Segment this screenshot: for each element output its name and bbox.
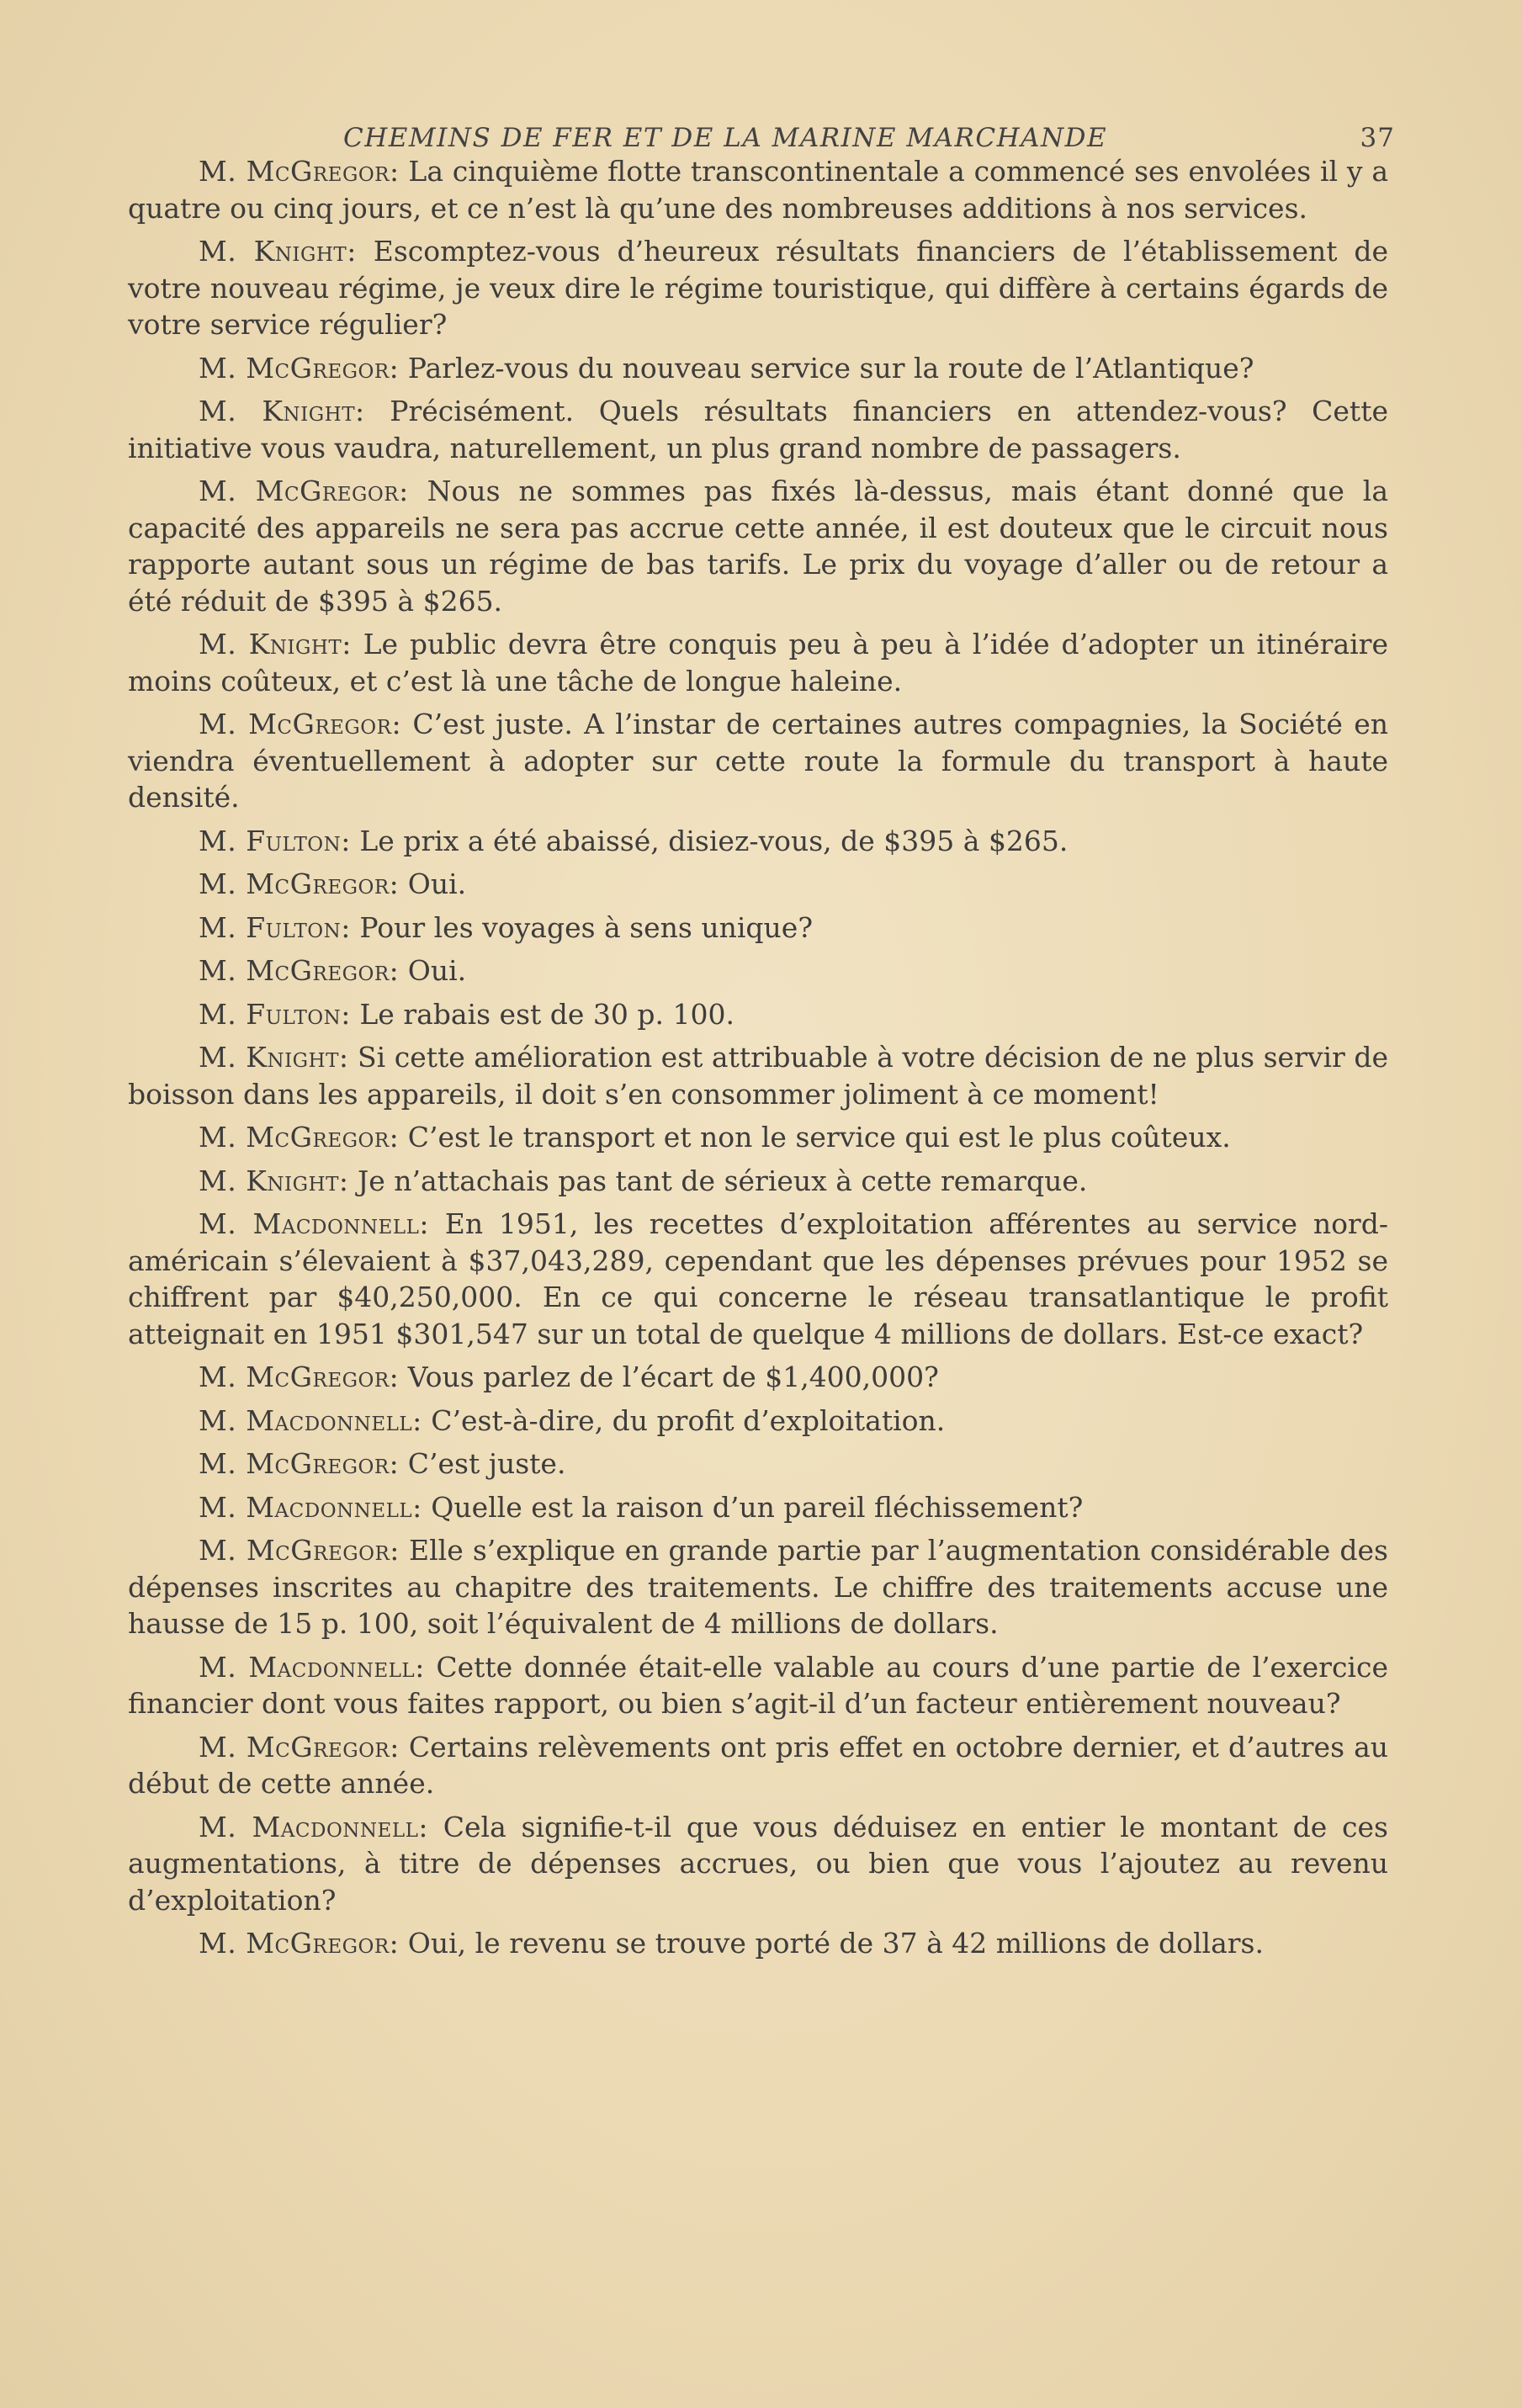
transcript-paragraph bbox=[128, 910, 1388, 947]
speaker-name: M. Macdonnell: bbox=[199, 1490, 422, 1524]
speaker-name: M. McGregor: bbox=[199, 708, 402, 740]
speech-text: C’est juste. A l’instar de certaines autres compagnies, la Société en viendra éventuellement à adopter sur cette route la formule du transport à haute densité. bbox=[128, 708, 1388, 814]
speech-text: Précisément. Quels résultats financiers en attendez-vous? Cette initiative vous vaudra, naturellement, un plus grand nombre de passagers. bbox=[128, 395, 1388, 464]
transcript-paragraph bbox=[128, 866, 1388, 903]
speaker-name: M. Knight: bbox=[199, 628, 352, 660]
speech-text: Vous parlez de l’écart de $1,400,000? bbox=[399, 1360, 939, 1393]
speech-text: C’est juste. bbox=[399, 1447, 566, 1480]
speech-text: Pour les voyages à sens unique? bbox=[350, 910, 814, 944]
speech-text: Oui. bbox=[399, 954, 467, 987]
speech-text: C’est-à-dire, du profit d’exploitation. bbox=[422, 1403, 946, 1437]
transcript-paragraph bbox=[128, 1489, 1388, 1526]
speech-text: Je n’attachais pas tant de sérieux à cette remarque. bbox=[348, 1164, 1088, 1197]
transcript-paragraph bbox=[128, 1729, 1388, 1802]
speaker-name: M. McGregor: bbox=[199, 1360, 400, 1393]
speaker-name: M. McGregor: bbox=[199, 155, 400, 188]
speech-text: Elle s’explique en grande partie par l’augmentation considérable des dépenses inscrites au chapitre des traitements. Le chiffre des traitements accuse une hausse de 15 p. 100, soit l’équivalent de 4 millions de dollars. bbox=[128, 1534, 1388, 1640]
transcript-paragraph bbox=[128, 996, 1388, 1033]
speech-text: Escomptez-vous d’heureux résultats financiers de l’établissement de votre nouveau régime, je veux dire le régime touristique, qui diffère à certains égards de votre service régulier? bbox=[128, 235, 1388, 341]
speaker-name: M. Fulton: bbox=[199, 997, 351, 1031]
speech-text: Le prix a été abaissé, disiez-vous, de $395 à $265. bbox=[350, 824, 1069, 857]
speaker-name: M. Fulton: bbox=[199, 824, 351, 857]
transcript-paragraph bbox=[128, 1925, 1388, 1962]
transcript-paragraph bbox=[128, 473, 1388, 619]
speaker-name: M. McGregor: bbox=[199, 1730, 400, 1764]
transcript-paragraph bbox=[128, 1445, 1388, 1482]
transcript-paragraph bbox=[128, 1119, 1388, 1156]
transcript-paragraph bbox=[128, 233, 1388, 343]
speech-text: Cela signifie-t-il que vous déduisez en entier le montant de ces augmentations, à titre de dépenses accrues, ou bien que vous l’ajoutez au revenu d’exploitation? bbox=[128, 1810, 1388, 1917]
speaker-name: M. Knight: bbox=[199, 1041, 349, 1074]
speaker-name: M. Macdonnell: bbox=[199, 1207, 430, 1240]
speech-text: Oui. bbox=[399, 867, 467, 900]
speaker-name: M. Macdonnell: bbox=[199, 1810, 429, 1843]
speaker-name: M. McGregor: bbox=[199, 1121, 400, 1154]
speech-text: En 1951, les recettes d’exploitation afférentes au service nord-américain s’élevaient à $37,043,289, cependant que les dépenses prévues pour 1952 se chiffrent par $40,250,000. En ce qui concerne le réseau transatlantique le profit atteignait en 1951 $301,547 sur un total de quelque 4 millions de dollars. Est-ce exact? bbox=[128, 1207, 1388, 1350]
speech-text: Cette donnée était-elle valable au cours d’une partie de l’exercice financier dont vous faites rapport, ou bien s’agit-il d’un facteur entièrement nouveau? bbox=[128, 1650, 1388, 1720]
speech-text: C’est le transport et non le service qui est le plus coûteux. bbox=[399, 1121, 1231, 1154]
transcript-paragraph bbox=[128, 1039, 1388, 1112]
speaker-name: M. Knight: bbox=[199, 1164, 349, 1197]
speaker-name: M. Macdonnell: bbox=[199, 1650, 425, 1684]
transcript-paragraph bbox=[128, 1809, 1388, 1919]
transcript-paragraph bbox=[128, 1403, 1388, 1440]
speaker-name: M. Macdonnell: bbox=[199, 1403, 422, 1437]
speaker-name: M. McGregor: bbox=[199, 954, 400, 987]
speaker-name: M. McGregor: bbox=[199, 351, 400, 385]
page bbox=[128, 116, 1395, 1960]
transcript-body bbox=[128, 153, 1388, 1969]
transcript-paragraph bbox=[128, 1359, 1388, 1396]
speech-text: Oui, le revenu se trouve porté de 37 à 42 millions de dollars. bbox=[399, 1927, 1264, 1960]
speech-text: Quelle est la raison d’un pareil fléchissement? bbox=[422, 1490, 1084, 1524]
speaker-name: M. McGregor: bbox=[199, 867, 400, 900]
speaker-name: M. McGregor: bbox=[199, 475, 409, 507]
speech-text: Le public devra être conquis peu à peu à l’idée d’adopter un itinéraire moins coûteux, et c’est là une tâche de longue haleine. bbox=[128, 628, 1388, 697]
transcript-paragraph bbox=[128, 706, 1388, 816]
transcript-paragraph bbox=[128, 350, 1388, 387]
speech-text: Le rabais est de 30 p. 100. bbox=[350, 997, 734, 1031]
transcript-paragraph bbox=[128, 393, 1388, 466]
speaker-name: M. McGregor: bbox=[199, 1534, 400, 1567]
speaker-name: M. Fulton: bbox=[199, 910, 351, 944]
transcript-paragraph bbox=[128, 952, 1388, 989]
speaker-name: M. McGregor: bbox=[199, 1447, 400, 1480]
transcript-paragraph bbox=[128, 153, 1388, 226]
speech-text: Si cette amélioration est attribuable à votre décision de ne plus servir de boisson dans les appareils, il doit s’en consommer joliment à ce moment! bbox=[128, 1041, 1388, 1111]
speech-text: Parlez-vous du nouveau service sur la route de l’Atlantique? bbox=[399, 351, 1254, 385]
transcript-paragraph bbox=[128, 1163, 1388, 1200]
speech-text: La cinquième flotte transcontinentale a commencé ses envolées il y a quatre ou cinq jours, et ce n’est là qu’une des nombreuses additions à nos services. bbox=[128, 155, 1388, 225]
transcript-paragraph bbox=[128, 626, 1388, 699]
speaker-name: M. Knight: bbox=[199, 235, 357, 268]
transcript-paragraph bbox=[128, 823, 1388, 860]
speech-text: Nous ne sommes pas fixés là-dessus, mais étant donné que la capacité des appareils ne sera pas accrue cette année, il est douteux que le circuit nous rapporte autant sous un régime de bas tarifs. Le prix du voyage d’aller ou de retour a été réduit de $395 à $265. bbox=[128, 475, 1388, 618]
speaker-name: M. McGregor: bbox=[199, 1927, 400, 1960]
speaker-name: M. Knight: bbox=[199, 395, 365, 427]
transcript-paragraph bbox=[128, 1206, 1388, 1352]
running-title: CHEMINS DE FER ET DE LA MARINE MARCHANDE bbox=[343, 123, 1108, 153]
transcript-paragraph bbox=[128, 1532, 1388, 1642]
transcript-paragraph bbox=[128, 1649, 1388, 1722]
page-number: 37 bbox=[1360, 123, 1395, 153]
speech-text: Certains relèvements ont pris effet en octobre dernier, et d’autres au début de cette année. bbox=[128, 1730, 1389, 1800]
